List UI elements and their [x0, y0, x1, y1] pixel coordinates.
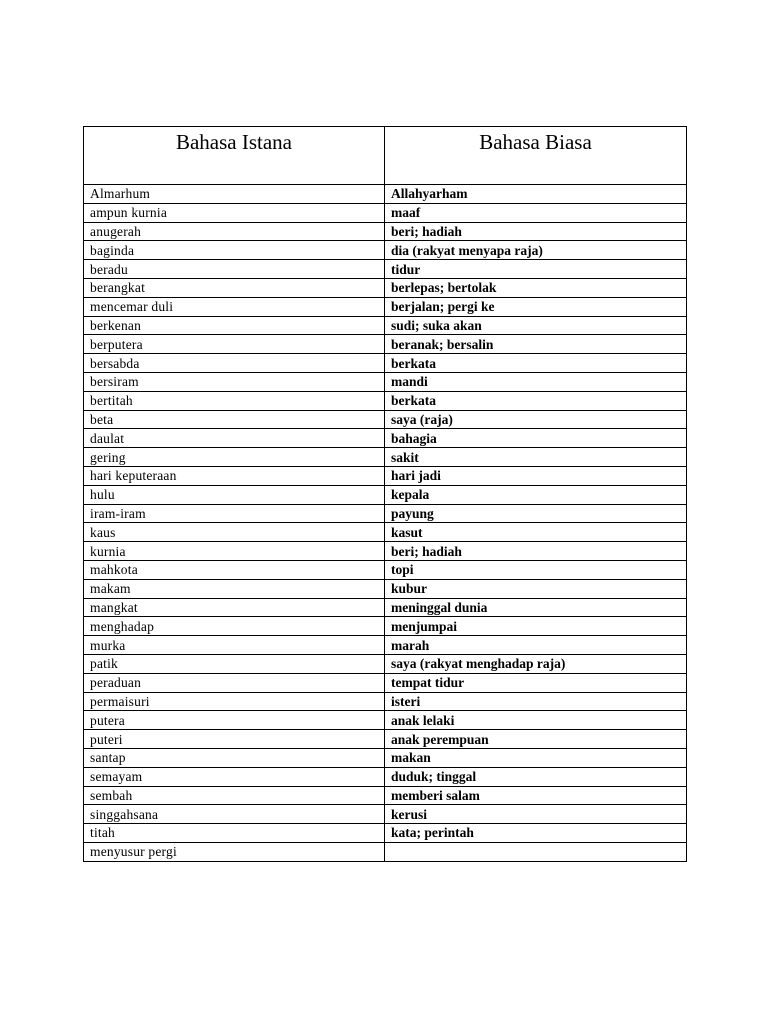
- table-row: [84, 278, 687, 297]
- table-row: [84, 692, 687, 711]
- bahasa-biasa-cell: kepala: [385, 485, 687, 504]
- bahasa-biasa-cell: hari jadi: [385, 466, 687, 485]
- bahasa-istana-cell: sembah: [84, 786, 385, 805]
- bahasa-biasa-cell: kubur: [385, 579, 687, 598]
- table-row: [84, 786, 687, 805]
- bahasa-biasa-cell: mandi: [385, 372, 687, 391]
- bahasa-biasa-cell: beranak; bersalin: [385, 335, 687, 354]
- table-row: [84, 485, 687, 504]
- bahasa-biasa-cell: tidur: [385, 260, 687, 279]
- bahasa-biasa-cell: dia (rakyat menyapa raja): [385, 241, 687, 260]
- table-row: [84, 560, 687, 579]
- bahasa-istana-cell: makam: [84, 579, 385, 598]
- table-row: [84, 598, 687, 617]
- bahasa-biasa-cell: maaf: [385, 203, 687, 222]
- bahasa-istana-cell: berputera: [84, 335, 385, 354]
- bahasa-istana-cell: anugerah: [84, 222, 385, 241]
- bahasa-istana-cell: titah: [84, 824, 385, 843]
- header-bahasa-istana: Bahasa Istana: [84, 127, 385, 185]
- bahasa-biasa-cell: menjumpai: [385, 617, 687, 636]
- table-row: [84, 372, 687, 391]
- table-row: [84, 354, 687, 373]
- bahasa-istana-cell: beta: [84, 410, 385, 429]
- bahasa-istana-cell: hari keputeraan: [84, 466, 385, 485]
- bahasa-istana-cell: kurnia: [84, 542, 385, 561]
- bahasa-istana-cell: mahkota: [84, 560, 385, 579]
- bahasa-istana-cell: berangkat: [84, 278, 385, 297]
- bahasa-biasa-cell: topi: [385, 560, 687, 579]
- bahasa-biasa-cell: anak perempuan: [385, 730, 687, 749]
- bahasa-biasa-cell: kasut: [385, 523, 687, 542]
- bahasa-istana-cell: mencemar duli: [84, 297, 385, 316]
- table-row: [84, 636, 687, 655]
- table-row: [84, 842, 687, 861]
- table-row: [84, 466, 687, 485]
- header-bahasa-biasa: Bahasa Biasa: [385, 127, 687, 185]
- table-row: [84, 203, 687, 222]
- bahasa-biasa-cell: saya (raja): [385, 410, 687, 429]
- bahasa-istana-cell: iram-iram: [84, 504, 385, 523]
- bahasa-istana-cell: berkenan: [84, 316, 385, 335]
- table-row: [84, 260, 687, 279]
- bahasa-istana-cell: beradu: [84, 260, 385, 279]
- bahasa-istana-cell: gering: [84, 448, 385, 467]
- table-row: [84, 654, 687, 673]
- bahasa-istana-cell: singgahsana: [84, 805, 385, 824]
- table-row: [84, 222, 687, 241]
- table-row: [84, 504, 687, 523]
- bahasa-biasa-cell: berlepas; bertolak: [385, 278, 687, 297]
- table-row: [84, 429, 687, 448]
- bahasa-biasa-cell: berkata: [385, 354, 687, 373]
- bahasa-biasa-cell: kata; perintah: [385, 824, 687, 843]
- table-row: [84, 410, 687, 429]
- bahasa-istana-cell: patik: [84, 654, 385, 673]
- bahasa-istana-cell: daulat: [84, 429, 385, 448]
- table-body: [84, 185, 687, 862]
- bahasa-biasa-cell: payung: [385, 504, 687, 523]
- bahasa-istana-cell: santap: [84, 748, 385, 767]
- bahasa-biasa-cell: marah: [385, 636, 687, 655]
- table-row: [84, 316, 687, 335]
- table-header-row: [84, 127, 687, 185]
- bahasa-istana-cell: hulu: [84, 485, 385, 504]
- bahasa-biasa-cell: meninggal dunia: [385, 598, 687, 617]
- bahasa-biasa-cell: saya (rakyat menghadap raja): [385, 654, 687, 673]
- table-row: [84, 335, 687, 354]
- bahasa-istana-cell: Almarhum: [84, 185, 385, 204]
- bahasa-istana-cell: bertitah: [84, 391, 385, 410]
- bahasa-biasa-cell: beri; hadiah: [385, 542, 687, 561]
- bahasa-istana-cell: peraduan: [84, 673, 385, 692]
- bahasa-biasa-cell: [385, 842, 687, 861]
- bahasa-biasa-cell: kerusi: [385, 805, 687, 824]
- bahasa-istana-cell: semayam: [84, 767, 385, 786]
- bahasa-biasa-cell: Allahyarham: [385, 185, 687, 204]
- bahasa-biasa-cell: berkata: [385, 391, 687, 410]
- bahasa-biasa-cell: bahagia: [385, 429, 687, 448]
- bahasa-biasa-cell: beri; hadiah: [385, 222, 687, 241]
- table-row: [84, 673, 687, 692]
- table-row: [84, 542, 687, 561]
- bahasa-istana-cell: baginda: [84, 241, 385, 260]
- table-row: [84, 711, 687, 730]
- vocabulary-table: [83, 126, 687, 862]
- bahasa-istana-cell: menghadap: [84, 617, 385, 636]
- bahasa-istana-cell: permaisuri: [84, 692, 385, 711]
- bahasa-istana-cell: mangkat: [84, 598, 385, 617]
- bahasa-istana-cell: putera: [84, 711, 385, 730]
- table-row: [84, 730, 687, 749]
- bahasa-istana-cell: menyusur pergi: [84, 842, 385, 861]
- bahasa-biasa-cell: sudi; suka akan: [385, 316, 687, 335]
- table-row: [84, 185, 687, 204]
- bahasa-biasa-cell: duduk; tinggal: [385, 767, 687, 786]
- bahasa-biasa-cell: makan: [385, 748, 687, 767]
- bahasa-biasa-cell: anak lelaki: [385, 711, 687, 730]
- table-row: [84, 748, 687, 767]
- bahasa-istana-cell: murka: [84, 636, 385, 655]
- bahasa-biasa-cell: memberi salam: [385, 786, 687, 805]
- table-row: [84, 391, 687, 410]
- table-row: [84, 579, 687, 598]
- bahasa-biasa-cell: isteri: [385, 692, 687, 711]
- table-row: [84, 824, 687, 843]
- bahasa-istana-cell: ampun kurnia: [84, 203, 385, 222]
- table-row: [84, 805, 687, 824]
- bahasa-istana-cell: puteri: [84, 730, 385, 749]
- table-row: [84, 448, 687, 467]
- bahasa-istana-cell: bersiram: [84, 372, 385, 391]
- bahasa-biasa-cell: sakit: [385, 448, 687, 467]
- bahasa-istana-cell: bersabda: [84, 354, 385, 373]
- table-row: [84, 241, 687, 260]
- bahasa-biasa-cell: berjalan; pergi ke: [385, 297, 687, 316]
- table-row: [84, 617, 687, 636]
- bahasa-istana-cell: kaus: [84, 523, 385, 542]
- table-row: [84, 523, 687, 542]
- table-row: [84, 297, 687, 316]
- bahasa-biasa-cell: tempat tidur: [385, 673, 687, 692]
- table-row: [84, 767, 687, 786]
